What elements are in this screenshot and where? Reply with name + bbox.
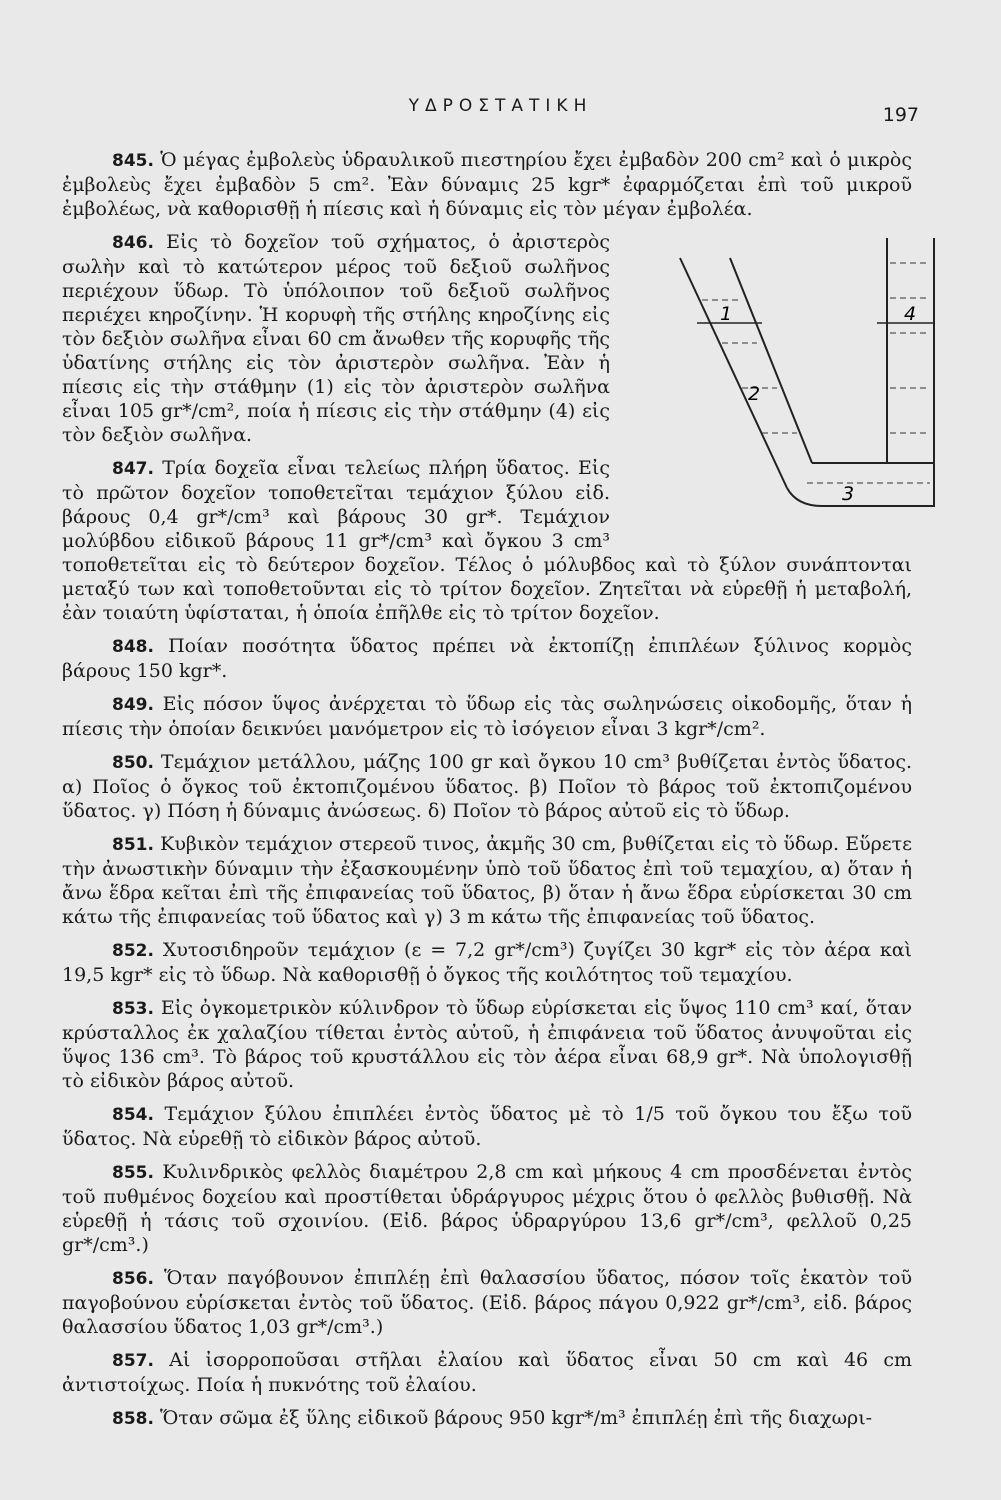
- problem-849: [62, 692, 912, 741]
- problem-854: [62, 1102, 912, 1151]
- problem-text: Εἰς τὸ δοχεῖον τοῦ σχήματος, ὁ ἀριστερὸς σωλὴν καὶ τὸ κατώτερον μέρος τοῦ δεξιοῦ σωλῆνος περιέχουν ὕδωρ. Τὸ ὑπόλοιπον τοῦ δεξιοῦ σωλῆνος περιέχει κηροζίνην. Ἡ κορυφὴ τῆς στήλης κηροζίνης εἰς τὸν δεξιὸν σωλῆνα εἶναι 60 cm ἄνωθεν τῆς κορυφῆς τῆς ὑδατίνης στήλης εἰς τὸν ἀριστερὸν σωλῆνα. Ἐὰν ἡ πίεσις εἰς τὴν στάθμην (1) εἰς τὸν ἀριστερὸν σωλῆνα εἶναι 105 gr*/cm², ποία ἡ πίεσις εἰς τὴν στάθμην (4) εἰς τὸν δεξιὸν σωλῆνα.: [62, 231, 610, 446]
- problem-number: 845.: [112, 151, 154, 171]
- problem-857: [62, 1348, 912, 1397]
- problem-number: 854.: [112, 1105, 154, 1125]
- problem-text: Αἱ ἰσορροποῦσαι στῆλαι ἐλαίου καὶ ὕδατος εἶναι 50 cm καὶ 46 cm ἀντιστοίχως. Ποία ἡ πυκνότης τοῦ ἐλαίου.: [62, 1349, 912, 1396]
- problem-853: [62, 996, 912, 1093]
- problem-number: 857.: [112, 1351, 154, 1371]
- problem-number: 852.: [112, 941, 154, 961]
- problem-number: 847.: [112, 459, 154, 479]
- figure-label-2: 2: [748, 383, 761, 405]
- problem-text: Κυλινδρικὸς φελλὸς διαμέτρου 2,8 cm καὶ μήκους 4 cm προσδένεται ἐντὸς τοῦ πυθμένος δοχείου καὶ προστίθεται ὑδράργυρος μέχρις ὅτου ὁ φελλὸς βυθισθῇ. Νὰ εὑρεθῇ ἡ τάσις τοῦ σχοινίου. (Εἰδ. βάρος ὑδραργύρου 13,6 gr*/cm³, φελλοῦ 0,25 gr*/cm³.): [62, 1161, 913, 1256]
- figure-label-1: 1: [720, 303, 733, 325]
- problem-text: Τεμάχιον μετάλλου, μάζης 100 gr καὶ ὄγκου 10 cm³ βυθίζεται ἐντὸς ὕδατος. α) Ποῖος ὁ ὄγκος τοῦ ἐκτοπιζομένου ὕδατος. β) Ποῖον τὸ βάρος τοῦ ἐκτοπιζομένου ὕδατος. γ) Πόση ἡ δύναμις ἀνώσεως. δ) Ποῖον τὸ βάρος αὐτοῦ εἰς τὸ ὕδωρ.: [62, 751, 912, 822]
- problem-855: [62, 1160, 912, 1257]
- problem-852: [62, 938, 912, 987]
- u-tube-figure: [622, 238, 917, 528]
- problem-858: [62, 1406, 912, 1431]
- problem-text: Ὁ μέγας ἐμβολεὺς ὑδραυλικοῦ πιεστηρίου ἔχει ἐμβαδὸν 200 cm² καὶ ὁ μικρὸς ἐμβολεὺς ἔχει ἐμβαδὸν 5 cm². Ἐὰν δύναμις 25 kgr* ἐφαρμόζεται ἐπὶ τοῦ μικροῦ ἐμβολέως, νὰ καθορισθῇ ἡ πίεσις καὶ ἡ δύναμις εἰς τὸν μέγαν ἐμβολέα.: [62, 149, 912, 220]
- problem-number: 846.: [112, 233, 154, 253]
- running-title: ΥΔΡΟΣΤΑΤΙΚΗ: [408, 96, 593, 116]
- problem-851: [62, 832, 912, 929]
- problem-850: [62, 750, 912, 823]
- problem-text: Ὅταν παγόβουνον ἐπιπλέῃ ἐπὶ θαλασσίου ὕδατος, πόσον τοῖς ἑκατὸν τοῦ παγοβούνου εὑρίσκεται ἐντὸς τοῦ ὕδατος. (Εἰδ. βάρος πάγου 0,922 gr*/cm³, εἰδ. βάρος θαλασσίου ὕδατος 1,03 gr*/cm³.): [62, 1267, 912, 1338]
- figure-label-4: 4: [904, 303, 917, 325]
- problem-845: [62, 148, 912, 221]
- problem-848: [62, 634, 912, 683]
- problem-text: Εἰς πόσον ὕψος ἀνέρχεται τὸ ὕδωρ εἰς τὰς σωληνώσεις οἰκοδομῆς, ὅταν ἡ πίεσις τὴν ὁποίαν δεικνύει μανόμετρον εἰς τὸ ἰσόγειον εἶναι 3 kgr*/cm².: [62, 693, 912, 740]
- problem-number: 850.: [112, 753, 154, 773]
- problem-856: [62, 1266, 912, 1339]
- problem-text: Εἰς ὀγκομετρικὸν κύλινδρον τὸ ὕδωρ εὑρίσκεται εἰς ὕψος 110 cm³ καί, ὅταν κρύσταλλος ἐκ χαλαζίου τίθεται ἐντὸς αὐτοῦ, ἡ ἐπιφάνεια τοῦ ὕδατος ἀνυψοῦται εἰς ὕψος 136 cm³. Τὸ βάρος τοῦ κρυστάλλου εἰς τὸν ἀέρα εἶναι 68,9 gr*. Νὰ ὑπολογισθῇ τὸ εἰδικὸν βάρος αὐτοῦ.: [62, 997, 912, 1092]
- problem-text: Ὅταν σῶμα ἐξ ὕλης εἰδικοῦ βάρους 950 kgr*/m³ ἐπιπλέῃ ἐπὶ τῆς διαχωρι-: [160, 1407, 873, 1429]
- problem-number: 855.: [112, 1163, 154, 1183]
- problem-text: Χυτοσιδηροῦν τεμάχιον (ε = 7,2 gr*/cm³) ζυγίζει 30 kgr* εἰς τὸν ἀέρα καὶ 19,5 kgr* εἰς τὸ ὕδωρ. Νὰ καθορισθῇ ὁ ὄγκος τῆς κοιλότητος τοῦ τεμαχίου.: [62, 939, 913, 986]
- problem-number: 856.: [112, 1269, 154, 1289]
- problem-text: Τρία δοχεῖα εἶναι τελείως πλήρη ὕδατος. Εἰς τὸ πρῶτον δοχεῖον τοποθετεῖται τεμάχιον ξύλου εἰδ. βάρους 0,4 gr*/cm³ καὶ βάρους 30 gr*. Τεμάχιον μολύβδου εἰδικοῦ βάρους 11 gr*/cm³ καὶ ὄγκου 3 cm³ τοποθετεῖται εἰς τὸ δεύτερον δοχεῖον. Τέλος ὁ μόλυβδος καὶ τὸ ξύλον συνάπτονται μεταξύ των καὶ τοποθετοῦνται εἰς τὸ τρίτον δοχεῖον. Ζητεῖται νὰ εὑρεθῇ ἡ μεταβολή, ἐὰν τοιαύτη ὑφίσταται, ἡ ὁποία ἐπῆλθε εἰς τὸ τρίτον δοχεῖον.: [62, 457, 912, 624]
- problem-text: Ποίαν ποσότητα ὕδατος πρέπει νὰ ἐκτοπίζῃ ἐπιπλέων ξύλινος κορμὸς βάρους 150 kgr*.: [62, 635, 912, 682]
- page-number: 197: [882, 104, 919, 126]
- page-body: [62, 148, 917, 1440]
- problem-text: Κυβικὸν τεμάχιον στερεοῦ τινος, ἀκμῆς 30 cm, βυθίζεται εἰς τὸ ὕδωρ. Εὕρετε τὴν ἀνωστικὴν δύναμιν τὴν ἐξασκουμένην ὑπὸ τοῦ ὕδατος ἐπὶ τοῦ τεμαχίου, α) ὅταν ἡ ἄνω ἕδρα κεῖται ἐπὶ τῆς ἐπιφανείας τοῦ ὕδατος, β) ὅταν ἡ ἄνω ἕδρα εὑρίσκεται 30 cm κάτω τῆς ἐπιφανείας τοῦ ὕδατος καὶ γ) 3 m κάτω τῆς ἐπιφανείας τοῦ ὕδατος.: [62, 833, 913, 928]
- problem-number: 858.: [112, 1409, 154, 1429]
- problem-text: Τεμάχιον ξύλου ἐπιπλέει ἐντὸς ὕδατος μὲ τὸ 1/5 τοῦ ὄγκου του ἔξω τοῦ ὕδατος. Νὰ εὑρεθῇ τὸ εἰδικὸν βάρος αὐτοῦ.: [62, 1103, 912, 1150]
- u-tube-diagram: [672, 238, 962, 528]
- figure-label-3: 3: [842, 483, 855, 505]
- problem-number: 849.: [112, 695, 154, 715]
- problem-number: 851.: [112, 835, 154, 855]
- problem-number: 853.: [112, 999, 154, 1019]
- page-header: [0, 96, 1001, 126]
- problem-number: 848.: [112, 637, 154, 657]
